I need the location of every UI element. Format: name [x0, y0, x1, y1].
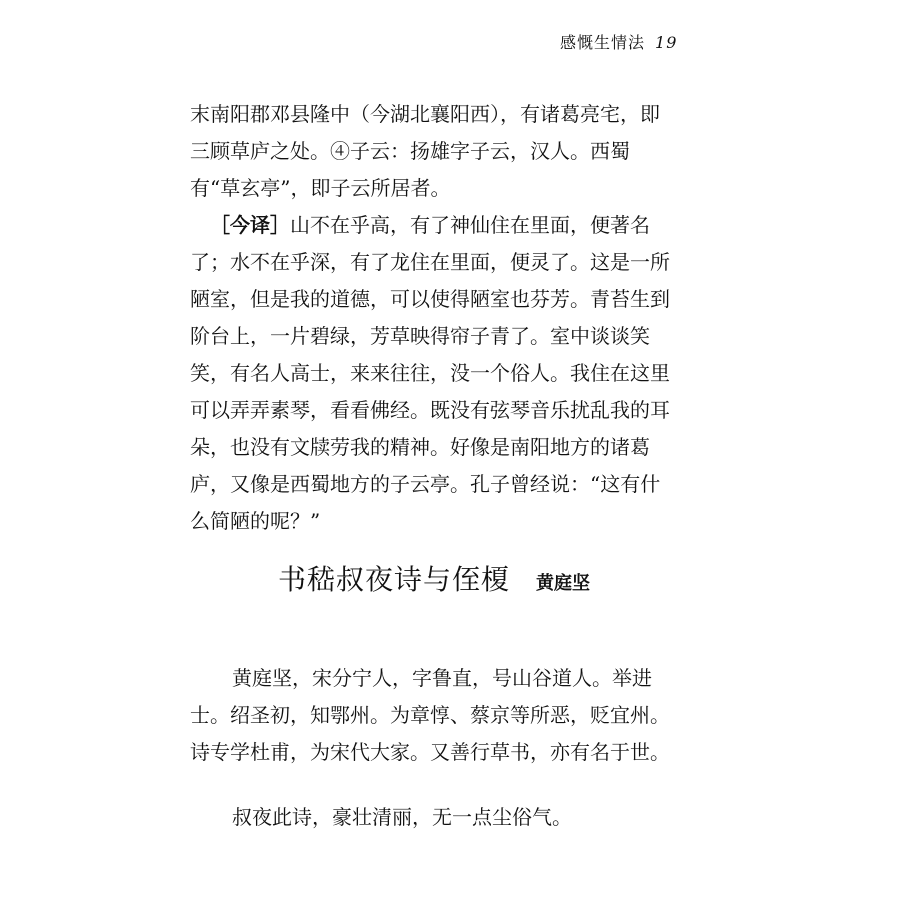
page-number: 19	[655, 33, 678, 52]
author-intro-paragraph: 黄庭坚，宋分宁人，字鲁直，号山谷道人。举进士。绍圣初，知鄂州。为章惇、蔡京等所恶，贬宜州。诗专学杜甫，为宋代大家。又善行草书，亦有名于世。	[190, 666, 670, 764]
translation-paragraph	[190, 207, 670, 540]
notes-paragraph: 末南阳郡邓县隆中（今湖北襄阳西），有诸葛亮宅，即三顾草庐之处。④子云：扬雄字子云，汉人。西蜀有“草玄亭”，即子云所居者。	[190, 102, 660, 200]
translation-text: 山不在乎高，有了神仙住在里面，便著名了；水不在乎深，有了龙住在里面，便灵了。这是一所陋室，但是我的道德，可以使得陋室也芬芳。青苔生到阶台上，一片碧绿，芳草映得帘子青了。室中谈谈笑笑，有名人高士，来来往往，没一个俗人。我住在这里可以弄弄素琴，看看佛经。既没有弦琴音乐扰乱我的耳朵，也没有文牍劳我的精神。好像是南阳地方的诸葛庐，又像是西蜀地方的子云亭。孔子曾经说：“这有什么简陋的呢？”	[190, 213, 670, 533]
comment-paragraph: 叔夜此诗，豪壮清丽，无一点尘俗气。	[232, 805, 572, 829]
section-heading	[278, 558, 638, 598]
section-author: 黄庭坚	[536, 573, 591, 594]
running-title: 感慨生情法	[560, 33, 646, 52]
section-title: 书嵇叔夜诗与侄榎	[278, 563, 511, 596]
translation-label: ［今译］	[210, 213, 290, 237]
running-header	[560, 30, 678, 53]
